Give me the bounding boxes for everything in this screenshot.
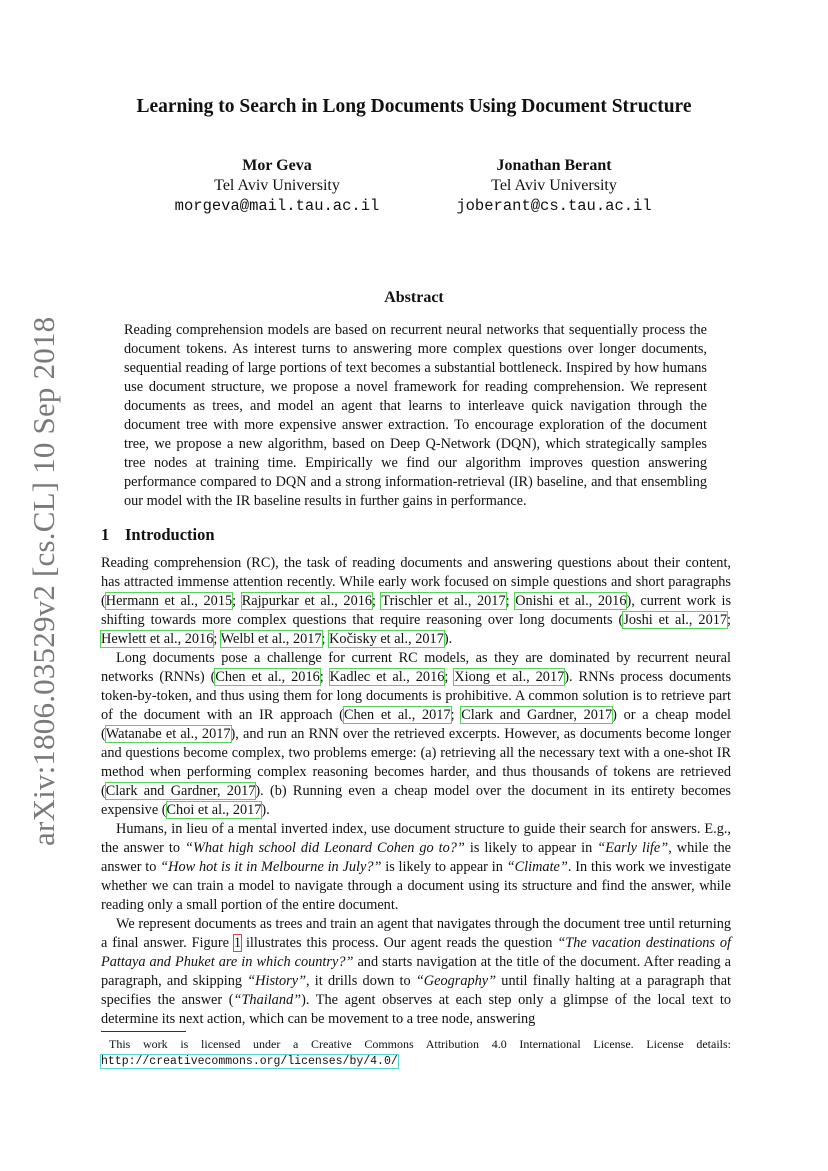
citation-link[interactable]: Welbl et al., 2017: [220, 631, 322, 647]
citation-link[interactable]: Watanabe et al., 2017: [105, 726, 231, 742]
body-text: [101, 554, 731, 1029]
citation-link[interactable]: Kadlec et al., 2016: [329, 669, 445, 685]
license-url-link[interactable]: http://creativecommons.org/licenses/by/4.0/: [101, 1055, 398, 1068]
section-number: 1: [101, 525, 110, 544]
figure-reference-link[interactable]: 1: [233, 935, 242, 951]
citation-link[interactable]: Joshi et al., 2017: [623, 612, 728, 628]
paragraph: We represent documents as trees and train an agent that navigates through the document tree until returning a final answer. Figure 1 illustrates this process. Our agent reads the question “The vacation destinations of Pattaya and Phuket are in which country?” and starts navigation at the title of the document. After reading a paragraph, and skipping “History”, it drills down to “Geography” until finally halting at a paragraph that specifies the answer (“Thailand”). The agent observes at each step only a glimpse of the local text to determine its next action, which can be movement to a tree node, answering: [101, 916, 732, 1027]
paragraph: Reading comprehension (RC), the task of reading documents and answering questions about their content, has attracted immense attention recently. While early work focused on simple questions and short paragraphs (Hermann et al., 2015; Rajpurkar et al., 2016; Trischler et al., 2017; Onishi et al., 2016), current work is shifting towards more complex questions that require reasoning over long documents (Joshi et al., 2017; Hewlett et al., 2016; Welbl et al., 2017; Kočisky et al., 2017).: [101, 555, 732, 647]
author-email[interactable]: morgeva@mail.tau.ac.il: [174, 197, 380, 215]
footnote-rule: [101, 1031, 186, 1032]
citation-link[interactable]: Clark and Gardner, 2017: [105, 783, 256, 799]
paragraph: Long documents pose a challenge for current RC models, as they are dominated by recurrent neural networks (RNNs) (Chen et al., 2016; Kadlec et al., 2016; Xiong et al., 2017). RNNs process documents token-by-token, and thus using them for long documents is prohibitive. A common solution is to retrieve part of the document with an IR approach (Chen et al., 2017; Clark and Gardner, 2017) or a cheap model (Watanabe et al., 2017), and run an RNN over the retrieved excerpts. However, as documents become longer and questions become complex, two problems emerge: (a) retrieving all the necessary text with a one-shot IR method when performing complex reasoning becomes harder, and thus thousands of tokens are retrieved (Clark and Gardner, 2017). (b) Running even a cheap model over the document in its entirety becomes expensive (Choi et al., 2017).: [101, 650, 732, 818]
author-block: [404, 156, 704, 216]
citation-link[interactable]: Clark and Gardner, 2017: [461, 707, 613, 723]
footnote: This work is licensed under a Creative Commons Attribution 4.0 International License. License details: http://creativecommons.org/licenses/by/4.0/: [101, 1037, 731, 1068]
citation-link[interactable]: Chen et al., 2016: [215, 669, 320, 685]
citation-link[interactable]: Kočisky et al., 2017: [329, 631, 444, 647]
citation-link[interactable]: Onishi et al., 2016: [515, 593, 627, 609]
author-affiliation: Tel Aviv University: [491, 177, 617, 194]
citation-link[interactable]: Hewlett et al., 2016: [101, 631, 214, 647]
section-title: Introduction: [125, 525, 215, 544]
author-email[interactable]: joberant@cs.tau.ac.il: [456, 197, 652, 215]
citation-link[interactable]: Chen et al., 2017: [343, 707, 451, 723]
paragraph: Humans, in lieu of a mental inverted index, use document structure to guide their search for answers. E.g., the answer to “What high school did Leonard Cohen go to?” is likely to appear in “Early life”, while the answer to “How hot is it in Melbourne in July?” is likely to appear in “Climate”. In this work we investigate whether we can train a model to navigate through a document using its structure and find the answer, while reading only a small portion of the entire document.: [101, 821, 731, 913]
section-heading: [101, 525, 215, 545]
abstract-text: Reading comprehension models are based on recurrent neural networks that sequentially process the document tokens. As interest turns to answering more complex questions over longer documents, sequential reading of large portions of text becomes a substantial bottleneck. Inspired by how humans use document structure, we propose a novel framework for reading comprehension. We represent documents as trees, and model an agent that learns to interleave quick navigation through the document tree with more expensive answer extraction. To encourage exploration of the document tree, we propose a new algorithm, based on Deep Q-Network (DQN), which strategically samples tree nodes at training time. Empirically we find our algorithm improves question answering performance compared to DQN and a strong information-retrieval (IR) baseline, and that ensembling our model with the IR baseline results in further gains in performance.: [124, 322, 707, 509]
citation-link[interactable]: Trischler et al., 2017: [381, 593, 506, 609]
citation-link[interactable]: Xiong et al., 2017: [454, 669, 565, 685]
author-name: Jonathan Berant: [496, 157, 612, 174]
paper-title: Learning to Search in Long Documents Using Document Structure: [136, 96, 692, 117]
author-name: Mor Geva: [242, 157, 312, 174]
author-block: [127, 156, 427, 216]
author-affiliation: Tel Aviv University: [214, 177, 340, 194]
citation-link[interactable]: Choi et al., 2017: [166, 802, 262, 818]
arxiv-identifier: arXiv:1806.03529v2 [cs.CL] 10 Sep 2018: [26, 316, 61, 846]
citation-link[interactable]: Hermann et al., 2015: [105, 593, 233, 609]
citation-link[interactable]: Rajpurkar et al., 2016: [241, 593, 373, 609]
abstract-heading: Abstract: [384, 289, 444, 306]
